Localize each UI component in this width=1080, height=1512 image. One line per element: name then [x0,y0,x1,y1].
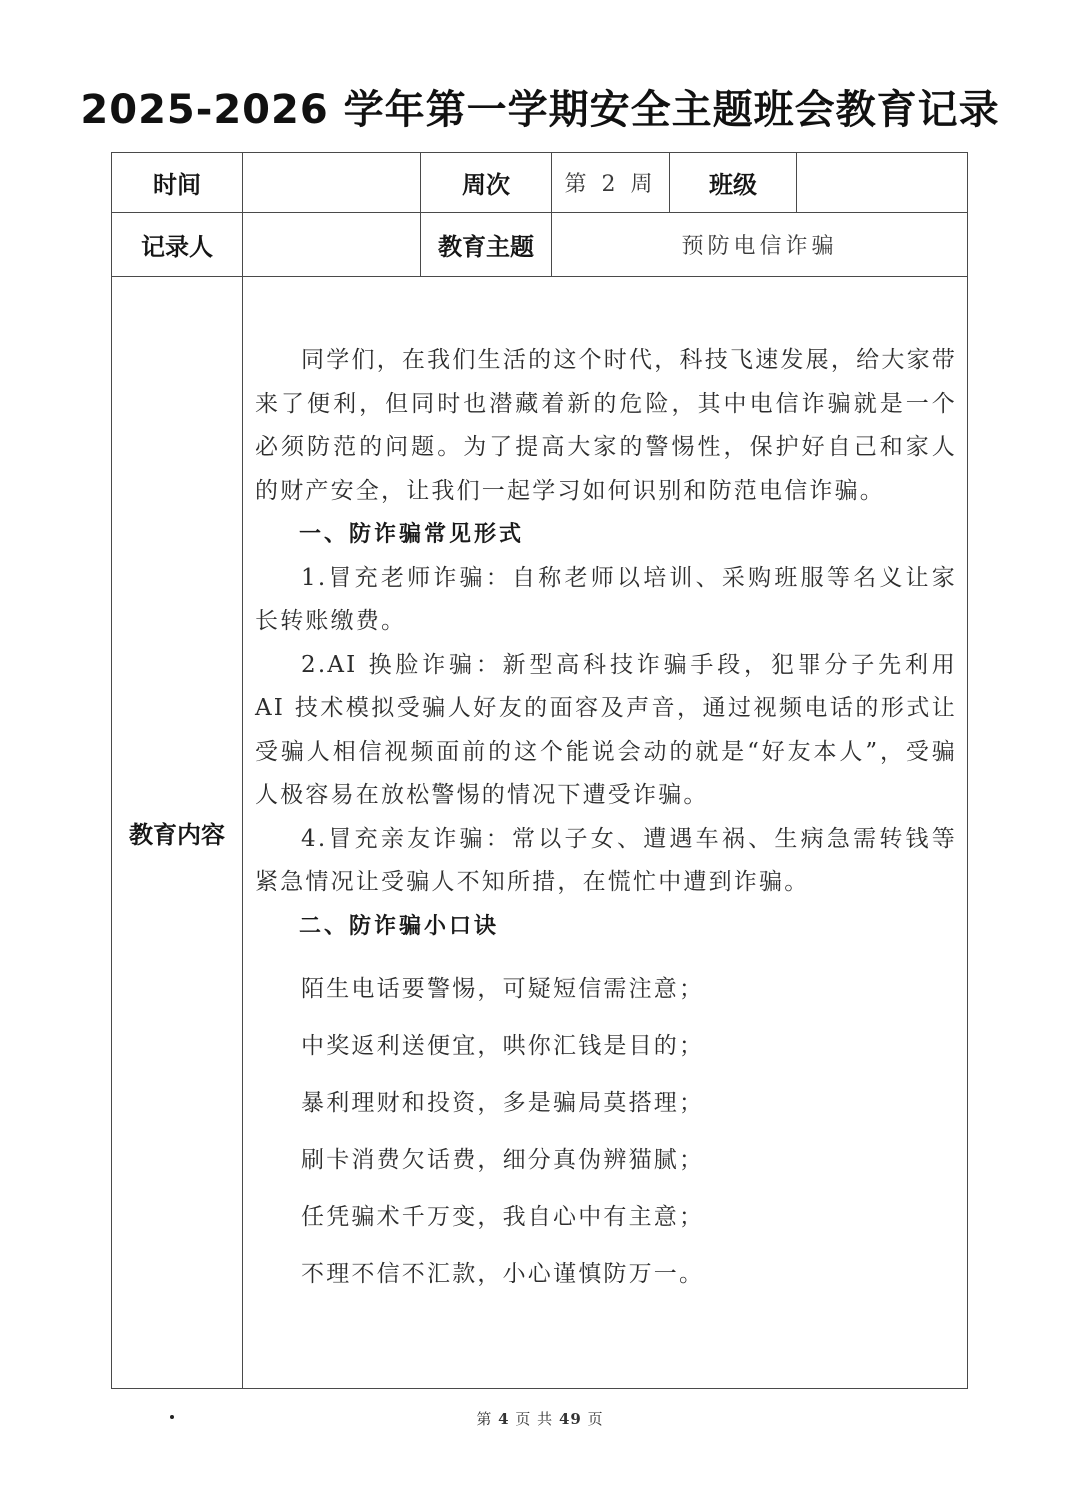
fraud-item-teacher: 1.冒充老师诈骗：自称老师以培训、采购班服等名义让家长转账缴费。 [255,564,957,634]
rhyme-list [255,961,957,1303]
rhyme-line: 陌生电话要警惕，可疑短信需注意； [301,976,705,1002]
rhyme-line: 不理不信不汇款，小心谨慎防万一。 [301,1261,705,1287]
theme-value: 预防电信诈骗 [552,213,968,277]
fraud-item-relatives: 4.冒充亲友诈骗：常以子女、遭遇车祸、生病急需转钱等紧急情况让受骗人不知所措，在慌忙中遭到诈骗。 [255,825,957,895]
recorder-value [243,213,421,277]
footer-middle: 页 共 [515,1410,554,1428]
section-heading-rhyme: 二、防诈骗小口诀 [299,913,500,939]
content-label: 教育内容 [112,277,243,1389]
footer-suffix: 页 [587,1410,604,1428]
time-label: 时间 [112,153,243,213]
total-page-count: 49 [558,1410,582,1428]
section-heading-forms: 一、防诈骗常见形式 [299,522,525,547]
rhyme-line: 任凭骗术千万变，我自心中有主意； [301,1204,705,1230]
theme-label: 教育主题 [421,213,552,277]
class-label: 班级 [670,153,797,213]
education-record-table [111,152,968,1389]
fraud-item-ai-faceswap: 2.AI 换脸诈骗：新型高科技诈骗手段，犯罪分子先利用 AI 技术模拟受骗人好友的面容及声音，通过视频电话的形式让受骗人相信视频面前的这个能说会动的就是“好友本人”，受骗人极容易在放松警惕的情况下遭受诈骗。 [255,651,957,808]
rhyme-line: 刷卡消费欠话费，细分真伪辨猫腻； [301,1147,705,1173]
class-value [797,153,968,213]
table-row [112,213,968,277]
current-page-number: 4 [498,1410,510,1428]
recorder-label: 记录人 [112,213,243,277]
rhyme-line: 中奖返利送便宜，哄你汇钱是目的； [301,1033,705,1059]
week-label: 周次 [421,153,552,213]
time-value [243,153,421,213]
page-footer [0,1408,1080,1429]
intro-paragraph: 同学们，在我们生活的这个时代，科技飞速发展，给大家带来了便利，但同时也潜藏着新的危险，其中电信诈骗就是一个必须防范的问题。为了提高大家的警惕性，保护好自己和家人的财产安全，让我们一起学习如何识别和防范电信诈骗。 [255,347,957,504]
document-title: 2025-2026 学年第一学期安全主题班会教育记录 [80,87,1000,133]
content-body [243,277,968,1389]
footer-prefix: 第 [476,1410,493,1428]
table-row [112,153,968,213]
rhyme-line: 暴利理财和投资，多是骗局莫搭理； [301,1090,705,1116]
table-row [112,277,968,1389]
week-value: 第 2 周 [552,153,670,213]
